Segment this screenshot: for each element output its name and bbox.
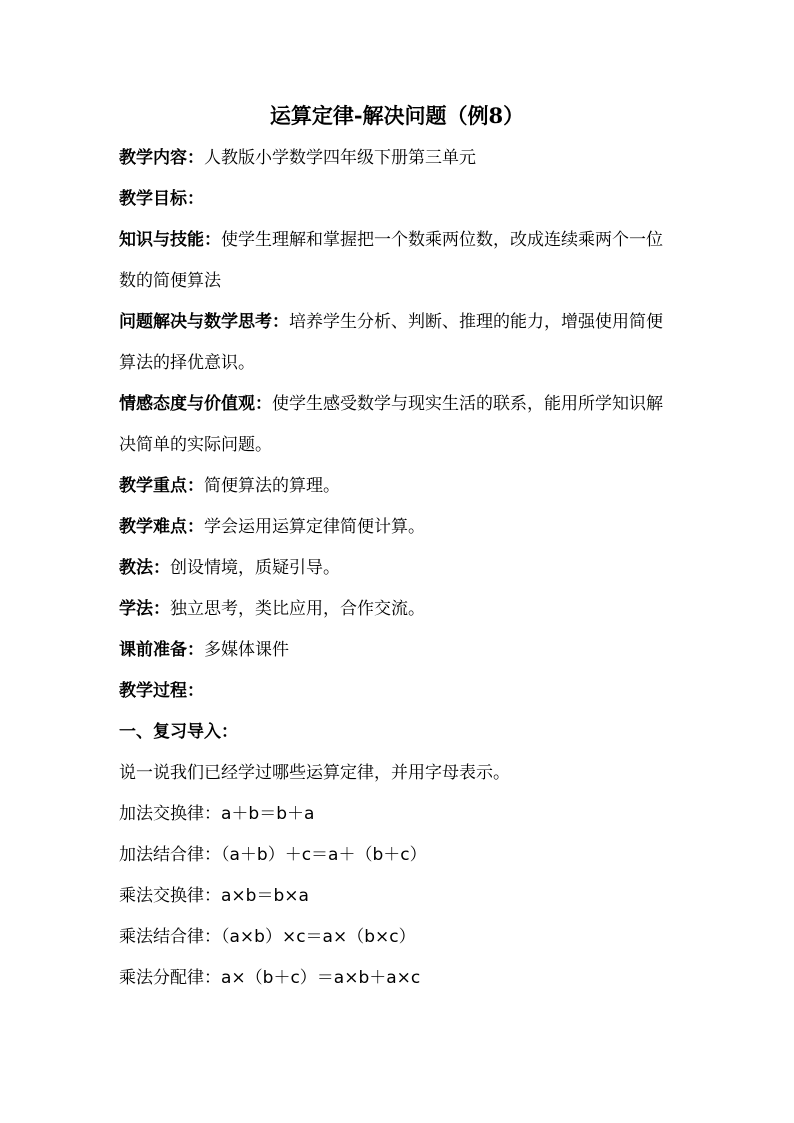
difficulty-label: 教学难点： (119, 517, 204, 537)
process-line (119, 679, 679, 704)
emotion-values-label: 情感态度与价值观： (119, 394, 272, 414)
law-name: 乘法结合律： (119, 927, 221, 947)
law-formula: a＋b＝b＋a (221, 804, 315, 824)
key-point-text: 简便算法的算理。 (204, 476, 340, 496)
document-title: 运算定律-解决问题（例8） (269, 103, 525, 128)
preparation-label: 课前准备： (119, 640, 204, 660)
problem-solving-label: 问题解决与数学思考： (119, 312, 289, 332)
knowledge-skills-paragraph (119, 220, 679, 302)
teaching-goals-line (119, 187, 679, 212)
key-point-label: 教学重点： (119, 476, 204, 496)
teaching-content-text: 人教版小学数学四年级下册第三单元 (204, 148, 476, 168)
law-line (119, 884, 679, 909)
teaching-method-text: 创设情境，质疑引导。 (170, 558, 340, 578)
law-formula: a×（b＋c）＝a×b＋a×c (221, 968, 421, 988)
learning-method-label: 学法： (119, 599, 170, 619)
knowledge-skills-text: 使学生理解和掌握把一个数乘两位数，改成连续乘两个一位数的简便算法 (119, 230, 663, 291)
review-label: 一、复习导入： (119, 722, 238, 742)
problem-solving-paragraph (119, 302, 679, 384)
teaching-method-label: 教法： (119, 558, 170, 578)
law-line (119, 966, 679, 991)
law-name: 加法结合律： (119, 845, 221, 865)
document-body (119, 146, 679, 1007)
teaching-goals-label: 教学目标： (119, 189, 204, 209)
law-formula: （a×b）×c＝a×（b×c） (221, 927, 416, 947)
problem-solving-text: 培养学生分析、判断、推理的能力，增强使用简便算法的择优意识。 (119, 312, 663, 373)
difficulty-line (119, 515, 679, 540)
law-name: 加法交换律： (119, 804, 221, 824)
difficulty-text: 学会运用运算定律简便计算。 (204, 517, 425, 537)
law-line (119, 802, 679, 827)
teaching-content-label: 教学内容： (119, 148, 204, 168)
preparation-text: 多媒体课件 (204, 640, 289, 660)
law-name: 乘法交换律： (119, 886, 221, 906)
teaching-method-line (119, 556, 679, 581)
preparation-line (119, 638, 679, 663)
law-line (119, 925, 679, 950)
review-prompt: 说一说我们已经学过哪些运算定律，并用字母表示。 (119, 763, 510, 783)
law-formula: a×b＝b×a (221, 886, 309, 906)
teaching-content-line (119, 146, 679, 171)
key-point-line (119, 474, 679, 499)
learning-method-text: 独立思考，类比应用，合作交流。 (170, 599, 425, 619)
process-label: 教学过程： (119, 681, 204, 701)
knowledge-skills-label: 知识与技能： (119, 230, 221, 250)
emotion-values-paragraph (119, 384, 679, 466)
law-line (119, 843, 679, 868)
learning-method-line (119, 597, 679, 622)
law-formula: （a＋b）＋c＝a＋（b＋c） (221, 845, 427, 865)
review-heading (119, 720, 679, 745)
law-name: 乘法分配律： (119, 968, 221, 988)
emotion-values-text: 使学生感受数学与现实生活的联系，能用所学知识解决简单的实际问题。 (119, 394, 663, 455)
